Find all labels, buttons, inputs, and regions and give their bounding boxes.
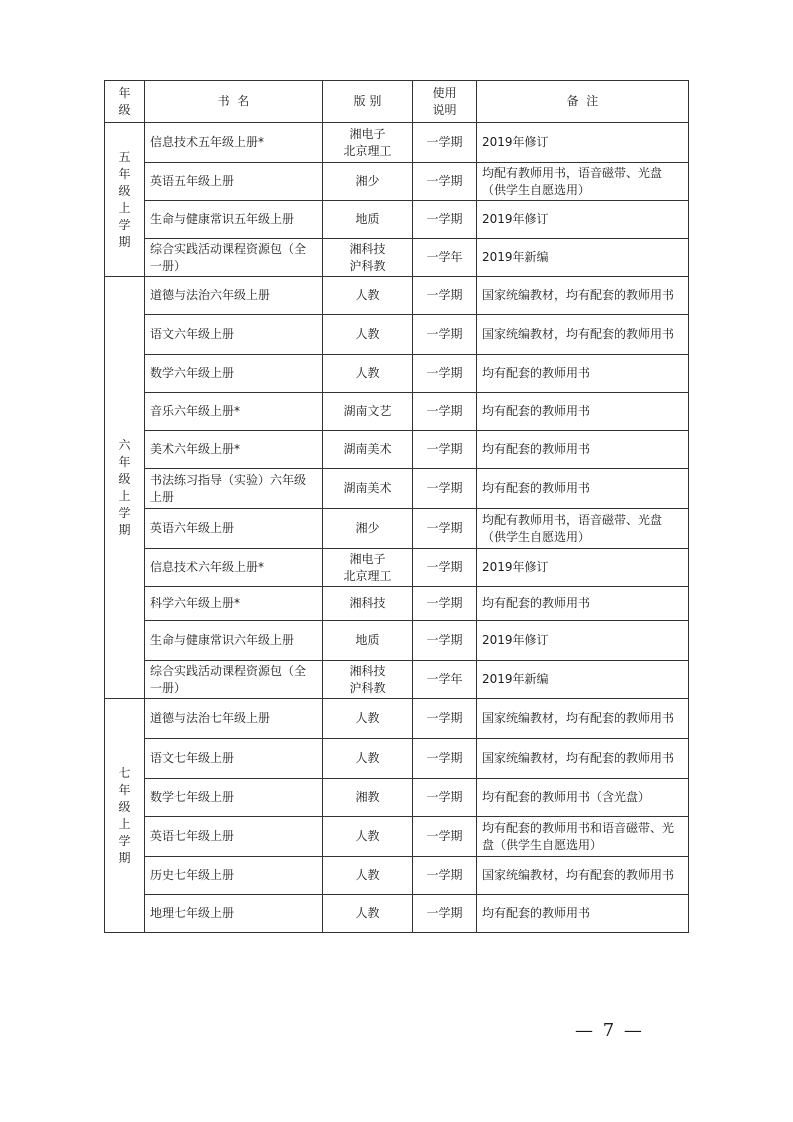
remark-cell: 均有配套的教师用书 xyxy=(477,895,689,933)
remark-cell: 均有配套的教师用书和语音磁带、光盘（供学生自愿选用） xyxy=(477,817,689,857)
table-row xyxy=(105,699,689,739)
book-name-cell: 语文七年级上册 xyxy=(145,739,323,779)
usage-cell: 一学期 xyxy=(413,549,477,587)
table-row xyxy=(105,817,689,857)
usage-cell: 一学期 xyxy=(413,699,477,739)
publisher-cell: 地质 xyxy=(323,621,413,661)
publisher-cell: 人教 xyxy=(323,315,413,355)
remark-cell: 均有配套的教师用书 xyxy=(477,469,689,509)
remark-cell: 均配有教师用书，语音磁带、光盘（供学生自愿选用） xyxy=(477,509,689,549)
publisher-cell: 湖南文艺 xyxy=(323,393,413,431)
publisher-cell: 湖南美术 xyxy=(323,469,413,509)
book-name-cell: 地理七年级上册 xyxy=(145,895,323,933)
table-row xyxy=(105,239,689,277)
book-name-cell: 书法练习指导（实验）六年级上册 xyxy=(145,469,323,509)
book-name-cell: 道德与法治七年级上册 xyxy=(145,699,323,739)
book-name-cell: 科学六年级上册* xyxy=(145,587,323,621)
book-name-cell: 综合实践活动课程资源包（全一册） xyxy=(145,239,323,277)
header-name: 书 名 xyxy=(145,81,323,123)
publisher-cell: 人教 xyxy=(323,699,413,739)
publisher-cell: 湘教 xyxy=(323,779,413,817)
book-name-cell: 生命与健康常识五年级上册 xyxy=(145,201,323,239)
table-row xyxy=(105,469,689,509)
grade-section-label: 七 年 级 上 学 期 xyxy=(105,699,145,933)
book-name-cell: 英语五年级上册 xyxy=(145,163,323,201)
remark-cell: 均有配套的教师用书 xyxy=(477,587,689,621)
book-name-cell: 音乐六年级上册* xyxy=(145,393,323,431)
publisher-cell: 湘少 xyxy=(323,509,413,549)
usage-cell: 一学期 xyxy=(413,857,477,895)
usage-cell: 一学期 xyxy=(413,315,477,355)
publisher-cell: 湘科技 沪科教 xyxy=(323,239,413,277)
remark-cell: 国家统编教材，均有配套的教师用书 xyxy=(477,857,689,895)
table-row xyxy=(105,509,689,549)
remark-cell: 均配有教师用书，语音磁带、光盘（供学生自愿选用） xyxy=(477,163,689,201)
header-publisher: 版 别 xyxy=(323,81,413,123)
table-row xyxy=(105,621,689,661)
remark-cell: 均有配套的教师用书 xyxy=(477,431,689,469)
remark-cell: 均有配套的教师用书 xyxy=(477,355,689,393)
page-number: — 7 — xyxy=(575,1020,644,1041)
remark-cell: 2019年修订 xyxy=(477,201,689,239)
book-name-cell: 综合实践活动课程资源包（全一册） xyxy=(145,661,323,699)
usage-cell: 一学年 xyxy=(413,239,477,277)
table-row xyxy=(105,355,689,393)
usage-cell: 一学期 xyxy=(413,621,477,661)
remark-cell: 2019年新编 xyxy=(477,661,689,699)
book-name-cell: 道德与法治六年级上册 xyxy=(145,277,323,315)
usage-cell: 一学期 xyxy=(413,123,477,163)
usage-cell: 一学期 xyxy=(413,469,477,509)
table-row xyxy=(105,779,689,817)
publisher-cell: 湘电子 北京理工 xyxy=(323,123,413,163)
publisher-cell: 人教 xyxy=(323,355,413,393)
usage-cell: 一学期 xyxy=(413,739,477,779)
publisher-cell: 人教 xyxy=(323,895,413,933)
remark-cell: 2019年修订 xyxy=(477,549,689,587)
book-name-cell: 英语七年级上册 xyxy=(145,817,323,857)
table-row xyxy=(105,431,689,469)
header-usage: 使用 说明 xyxy=(413,81,477,123)
usage-cell: 一学期 xyxy=(413,817,477,857)
book-name-cell: 信息技术六年级上册* xyxy=(145,549,323,587)
table-row xyxy=(105,201,689,239)
table-header-row xyxy=(105,81,689,123)
table-row xyxy=(105,739,689,779)
publisher-cell: 人教 xyxy=(323,817,413,857)
header-grade: 年 级 xyxy=(105,81,145,123)
remark-cell: 均有配套的教师用书 xyxy=(477,393,689,431)
table-row xyxy=(105,315,689,355)
table-row xyxy=(105,895,689,933)
remark-cell: 国家统编教材，均有配套的教师用书 xyxy=(477,277,689,315)
table-row xyxy=(105,661,689,699)
book-name-cell: 生命与健康常识六年级上册 xyxy=(145,621,323,661)
usage-cell: 一学期 xyxy=(413,163,477,201)
table-row xyxy=(105,393,689,431)
table-row xyxy=(105,163,689,201)
book-name-cell: 历史七年级上册 xyxy=(145,857,323,895)
usage-cell: 一学期 xyxy=(413,277,477,315)
usage-cell: 一学期 xyxy=(413,509,477,549)
publisher-cell: 人教 xyxy=(323,277,413,315)
table-row xyxy=(105,277,689,315)
usage-cell: 一学期 xyxy=(413,431,477,469)
book-name-cell: 数学六年级上册 xyxy=(145,355,323,393)
usage-cell: 一学期 xyxy=(413,895,477,933)
publisher-cell: 湘少 xyxy=(323,163,413,201)
book-name-cell: 英语六年级上册 xyxy=(145,509,323,549)
remark-cell: 国家统编教材，均有配套的教师用书 xyxy=(477,699,689,739)
table-row xyxy=(105,857,689,895)
usage-cell: 一学期 xyxy=(413,779,477,817)
remark-cell: 均有配套的教师用书（含光盘） xyxy=(477,779,689,817)
publisher-cell: 湘科技 沪科教 xyxy=(323,661,413,699)
publisher-cell: 地质 xyxy=(323,201,413,239)
usage-cell: 一学期 xyxy=(413,201,477,239)
table-row xyxy=(105,549,689,587)
usage-cell: 一学期 xyxy=(413,393,477,431)
table-row xyxy=(105,587,689,621)
remark-cell: 国家统编教材，均有配套的教师用书 xyxy=(477,739,689,779)
publisher-cell: 湘科技 xyxy=(323,587,413,621)
header-remark: 备 注 xyxy=(477,81,689,123)
remark-cell: 2019年新编 xyxy=(477,239,689,277)
book-name-cell: 数学七年级上册 xyxy=(145,779,323,817)
publisher-cell: 湖南美术 xyxy=(323,431,413,469)
book-name-cell: 信息技术五年级上册* xyxy=(145,123,323,163)
usage-cell: 一学期 xyxy=(413,587,477,621)
usage-cell: 一学年 xyxy=(413,661,477,699)
publisher-cell: 湘电子 北京理工 xyxy=(323,549,413,587)
grade-section-label: 五 年 级 上 学 期 xyxy=(105,123,145,277)
table-row xyxy=(105,123,689,163)
book-name-cell: 美术六年级上册* xyxy=(145,431,323,469)
remark-cell: 国家统编教材，均有配套的教师用书 xyxy=(477,315,689,355)
book-name-cell: 语文六年级上册 xyxy=(145,315,323,355)
usage-cell: 一学期 xyxy=(413,355,477,393)
publisher-cell: 人教 xyxy=(323,739,413,779)
remark-cell: 2019年修订 xyxy=(477,621,689,661)
textbook-table xyxy=(104,80,689,933)
publisher-cell: 人教 xyxy=(323,857,413,895)
grade-section-label: 六 年 级 上 学 期 xyxy=(105,277,145,699)
remark-cell: 2019年修订 xyxy=(477,123,689,163)
